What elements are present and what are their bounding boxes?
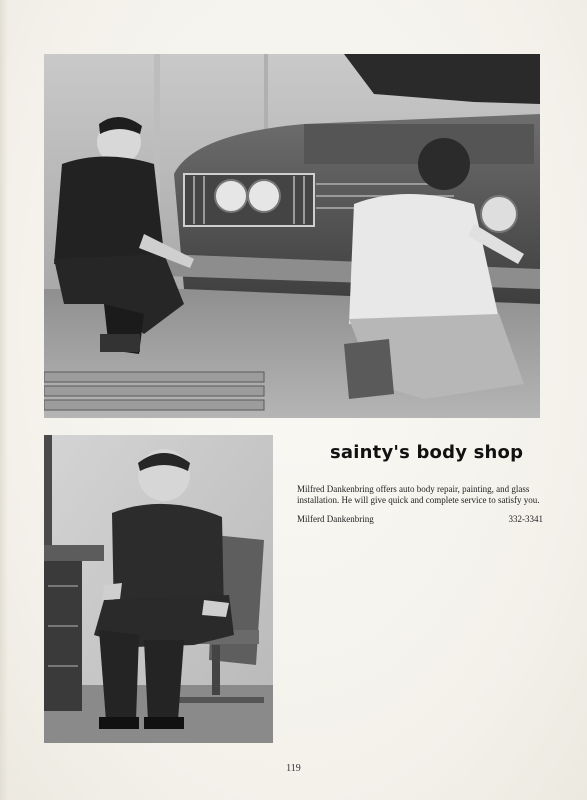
owner-contact-line — [297, 514, 543, 525]
ad-title: sainty's body shop — [330, 442, 524, 463]
ad-description: Milfred Dankenbring offers auto body repair, painting, and glass installation. He will give quick and complete service to satisfy you. — [297, 484, 540, 505]
page-spine-shadow — [0, 0, 8, 800]
photo-mechanics-at-car — [44, 54, 540, 418]
photo-owner-illustration — [44, 435, 273, 743]
phone-number: 332-3341 — [508, 514, 543, 524]
page-number: 119 — [286, 763, 301, 774]
photo-mechanics-illustration — [44, 54, 540, 418]
photo-owner-seated — [44, 435, 273, 743]
owner-name: Milferd Dankenbring — [297, 514, 374, 524]
